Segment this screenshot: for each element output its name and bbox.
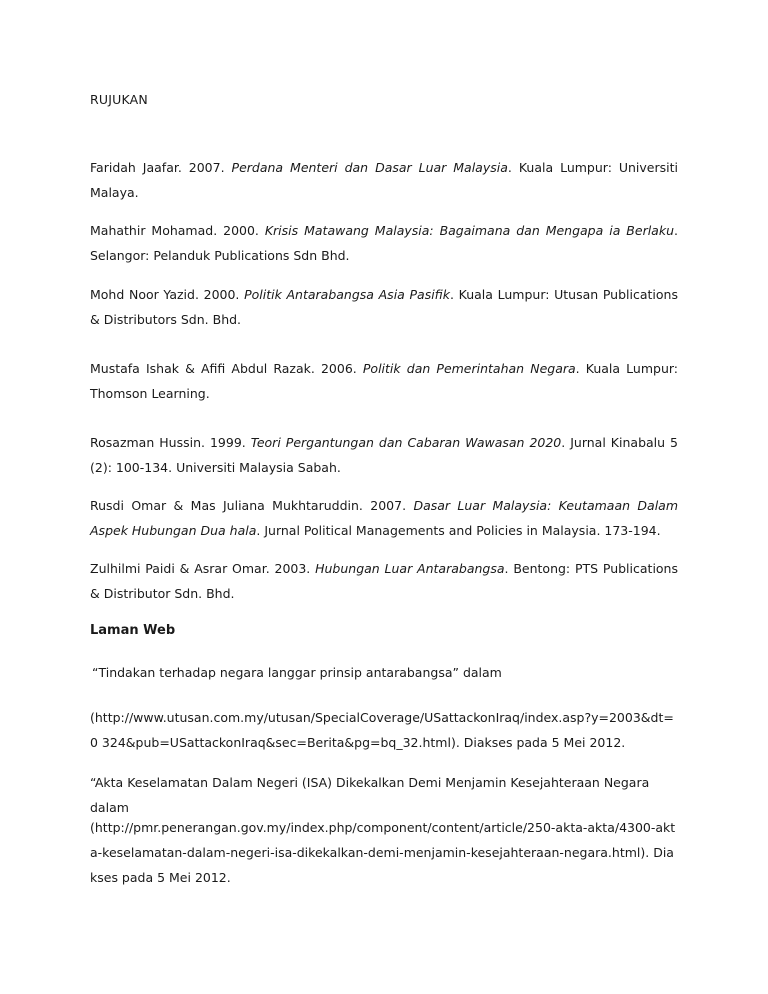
reference-entry bbox=[90, 282, 678, 332]
reference-publisher: . Kuala Lumpur: Utusan Publications & Distributors Sdn. Bhd. bbox=[90, 287, 678, 327]
reference-title: Teori Pergantungan dan Cabaran Wawasan 2020 bbox=[250, 435, 562, 450]
references-heading: RUJUKAN bbox=[90, 92, 148, 107]
reference-author-year: Rosazman Hussin. 1999. bbox=[90, 435, 251, 450]
reference-publisher: . Selangor: Pelanduk Publications Sdn Bhd. bbox=[90, 223, 678, 263]
web-entry: “Akta Keselamatan Dalam Negeri (ISA) Dikekalkan Demi Menjamin Kesejahteraan Negara dalam bbox=[90, 775, 650, 815]
reference-title: Hubungan Luar Antarabangsa bbox=[315, 561, 505, 576]
reference-title: Politik Antarabangsa Asia Pasifik bbox=[244, 287, 450, 302]
web-entry-url: (http://pmr.penerangan.gov.my/index.php/component/content/article/250-akta-akta/4300-akta-keselamatan-dalam-negeri-isa-dikekalkan-demi-menjamin-kesejahteraan-negara.html). Diakses pada 5 Mei 2012. bbox=[90, 820, 676, 885]
reference-title: Dasar Luar Malaysia: Keutamaan Dalam Aspek Hubungan Dua hala bbox=[90, 498, 678, 538]
web-heading: Laman Web bbox=[90, 623, 176, 638]
reference-entry bbox=[90, 218, 678, 268]
web-entry-url: (http://www.utusan.com.my/utusan/SpecialCoverage/USattackonIraq/index.asp?y=2003&dt=0 324&pub=USattackonIraq&sec=Berita&pg=bq_32.html). Diakses pada 5 Mei 2012. bbox=[90, 710, 674, 750]
reference-title: Perdana Menteri dan Dasar Luar Malaysia bbox=[231, 160, 508, 175]
reference-author-year: Mustafa Ishak & Afifi Abdul Razak. 2006. bbox=[90, 361, 363, 376]
reference-author-year: Rusdi Omar & Mas Juliana Mukhtaruddin. 2007. bbox=[90, 498, 414, 513]
reference-author-year: Mahathir Mohamad. 2000. bbox=[90, 223, 265, 238]
reference-title: Krisis Matawang Malaysia: Bagaimana dan Mengapa ia Berlaku bbox=[264, 223, 675, 238]
reference-publisher: . Jurnal Kinabalu 5 (2): 100-134. Universiti Malaysia Sabah. bbox=[90, 435, 679, 475]
reference-entry bbox=[90, 493, 678, 543]
reference-publisher: . Bentong: PTS Publications & Distributor Sdn. Bhd. bbox=[90, 561, 678, 601]
reference-author-year: Zulhilmi Paidi & Asrar Omar. 2003. bbox=[90, 561, 316, 576]
reference-entry bbox=[90, 556, 678, 606]
reference-author-year: Faridah Jaafar. 2007. bbox=[90, 160, 232, 175]
reference-entry bbox=[90, 430, 678, 480]
reference-author-year: Mohd Noor Yazid. 2000. bbox=[90, 287, 245, 302]
reference-publisher: . Jurnal Political Managements and Policies in Malaysia. 173-194. bbox=[256, 523, 661, 538]
reference-publisher: . Kuala Lumpur: Thomson Learning. bbox=[90, 361, 678, 401]
reference-publisher: . Kuala Lumpur: Universiti Malaya. bbox=[90, 160, 678, 200]
reference-entry bbox=[90, 356, 678, 406]
reference-entry bbox=[90, 155, 678, 205]
web-entry: “Tindakan terhadap negara langgar prinsip antarabangsa” dalam bbox=[92, 665, 502, 680]
reference-title: Politik dan Pemerintahan Negara bbox=[362, 361, 576, 376]
